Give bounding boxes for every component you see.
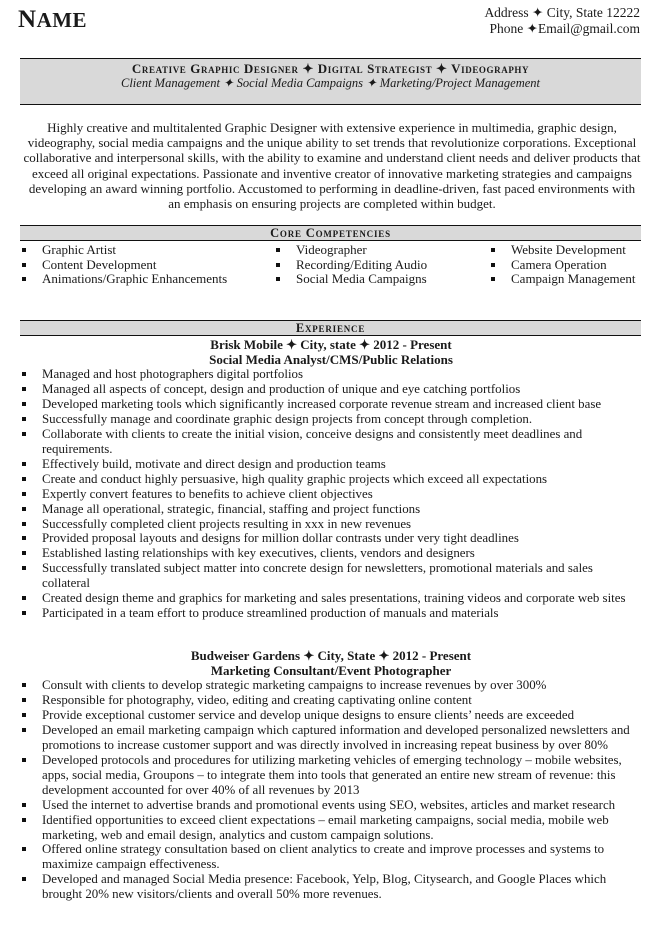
competency-item: Videographer	[274, 243, 427, 258]
job-bullet: Identified opportunities to exceed client expectations – email marketing campaigns, social media, mobile web marketing, web and email design, analytics and custom campaign solutions.	[20, 813, 642, 843]
competency-item: Campaign Management	[489, 272, 636, 287]
job-bullet: Consult with clients to develop strategic marketing campaigns to increase revenues by over 300%	[20, 678, 642, 693]
competencies-column-2	[274, 243, 427, 287]
job-bullet: Successfully translated subject matter into concrete design for newsletters, promotional materials and sales collateral	[20, 561, 642, 591]
experience-heading: Experience	[20, 320, 641, 336]
job-bullet: Successfully manage and coordinate graphic design projects from concept through completion.	[20, 412, 642, 427]
job-bullet: Participated in a team effort to produce streamlined production of manuals and materials	[20, 606, 642, 621]
job-bullet: Developed an email marketing campaign which captured information and developed personalized newsletters and promotions to increase customer support and was directly involved in increasing repeat business by over 80%	[20, 723, 642, 753]
competency-item: Camera Operation	[489, 258, 636, 273]
job-bullet: Successfully completed client projects resulting in xxx in new revenues	[20, 517, 642, 532]
professional-title: Creative Graphic Designer ✦ Digital Strategist ✦ Videography	[131, 61, 530, 76]
job-bullet: Offered online strategy consultation based on client analytics to create and improve processes and systems to maximize campaign effectiveness.	[20, 842, 642, 872]
job-bullet: Provided proposal layouts and designs for million dollar contrasts under very tight deadlines	[20, 531, 642, 546]
specialties-line: Client Management ✦ Social Media Campaigns ✦ Marketing/Project Management	[120, 76, 541, 90]
name-initial: N	[18, 6, 37, 33]
contact-info	[484, 5, 640, 37]
competencies-column-3	[489, 243, 636, 287]
core-competencies-heading: Core Competencies	[20, 225, 641, 241]
job-bullet: Established lasting relationships with key executives, clients, vendors and designers	[20, 546, 642, 561]
job-bullet: Managed and host photographers digital portfolios	[20, 367, 642, 382]
job-company-line: Brisk Mobile ✦ City, state ✦ 2012 - Present	[210, 337, 452, 352]
job-bullet: Developed marketing tools which significantly increased corporate revenue stream and increased client base	[20, 397, 642, 412]
competency-item: Social Media Campaigns	[274, 272, 427, 287]
job-bullet: Provide exceptional customer service and develop unique designs to ensure clients’ needs are exceeded	[20, 708, 642, 723]
job-bullet: Managed all aspects of concept, design and production of unique and eye catching portfolios	[20, 382, 642, 397]
name-rest: AME	[36, 8, 88, 32]
job-entry-budweiser-gardens	[20, 648, 642, 902]
job-entry-brisk-mobile	[20, 337, 642, 621]
job-bullet: Manage all operational, strategic, financial, staffing and project functions	[20, 502, 642, 517]
job-bullet: Created design theme and graphics for marketing and sales presentations, training videos and corporate web sites	[20, 591, 642, 606]
competency-item: Graphic Artist	[20, 243, 227, 258]
job-bullet: Responsible for photography, video, editing and creating captivating online content	[20, 693, 642, 708]
competency-item: Website Development	[489, 243, 636, 258]
contact-phone-email: Phone ✦Email@gmail.com	[489, 21, 640, 36]
professional-summary: Highly creative and multitalented Graphic Designer with extensive experience in multimedia, graphic design, videography, social media campaigns and the unique ability to set trends that revolutionize corporations. Exceptional collaborative and interpersonal skills, with the ability to examine and understand client needs and deliver products that exceed all original expectations. Passionate and inventive creator of innovative marketing strategies and campaigns developing an award winning portfolio. Accustomed to performing in deadline-driven, fast paced environments with an emphasis on ensuring projects are completed within budget.	[23, 120, 641, 212]
candidate-name	[18, 6, 87, 34]
title-band	[20, 58, 641, 105]
competency-item: Recording/Editing Audio	[274, 258, 427, 273]
job-bullet: Used the internet to advertise brands and promotional events using SEO, websites, articles and market research	[20, 798, 642, 813]
job-company-line: Budweiser Gardens ✦ City, State ✦ 2012 - Present	[190, 648, 472, 663]
job-title: Social Media Analyst/CMS/Public Relations	[209, 352, 453, 367]
job-bullet: Developed protocols and procedures for utilizing marketing vehicles of emerging technology – mobile websites, apps, social media, Groupons – to integrate them into tools that generated an entire new stream of revenue: this development accounted for over 40% of all revenues by 2013	[20, 753, 642, 798]
competency-item: Content Development	[20, 258, 227, 273]
job-bullet: Create and conduct highly persuasive, high quality graphic projects which exceed all expectations	[20, 472, 642, 487]
competency-item: Animations/Graphic Enhancements	[20, 272, 227, 287]
job-bullet: Developed and managed Social Media presence: Facebook, Yelp, Blog, Citysearch, and Google Places which brought 20% new visitors/clients and overall 50% more revenues.	[20, 872, 642, 902]
job-bullet: Effectively build, motivate and direct design and production teams	[20, 457, 642, 472]
job-title: Marketing Consultant/Event Photographer	[210, 663, 452, 678]
job-bullet: Collaborate with clients to create the initial vision, conceive designs and consistently meet deadlines and requirements.	[20, 427, 642, 457]
job-bullet: Expertly convert features to benefits to achieve client objectives	[20, 487, 642, 502]
competencies-column-1	[20, 243, 227, 287]
contact-address: Address ✦ City, State 12222	[484, 5, 640, 20]
